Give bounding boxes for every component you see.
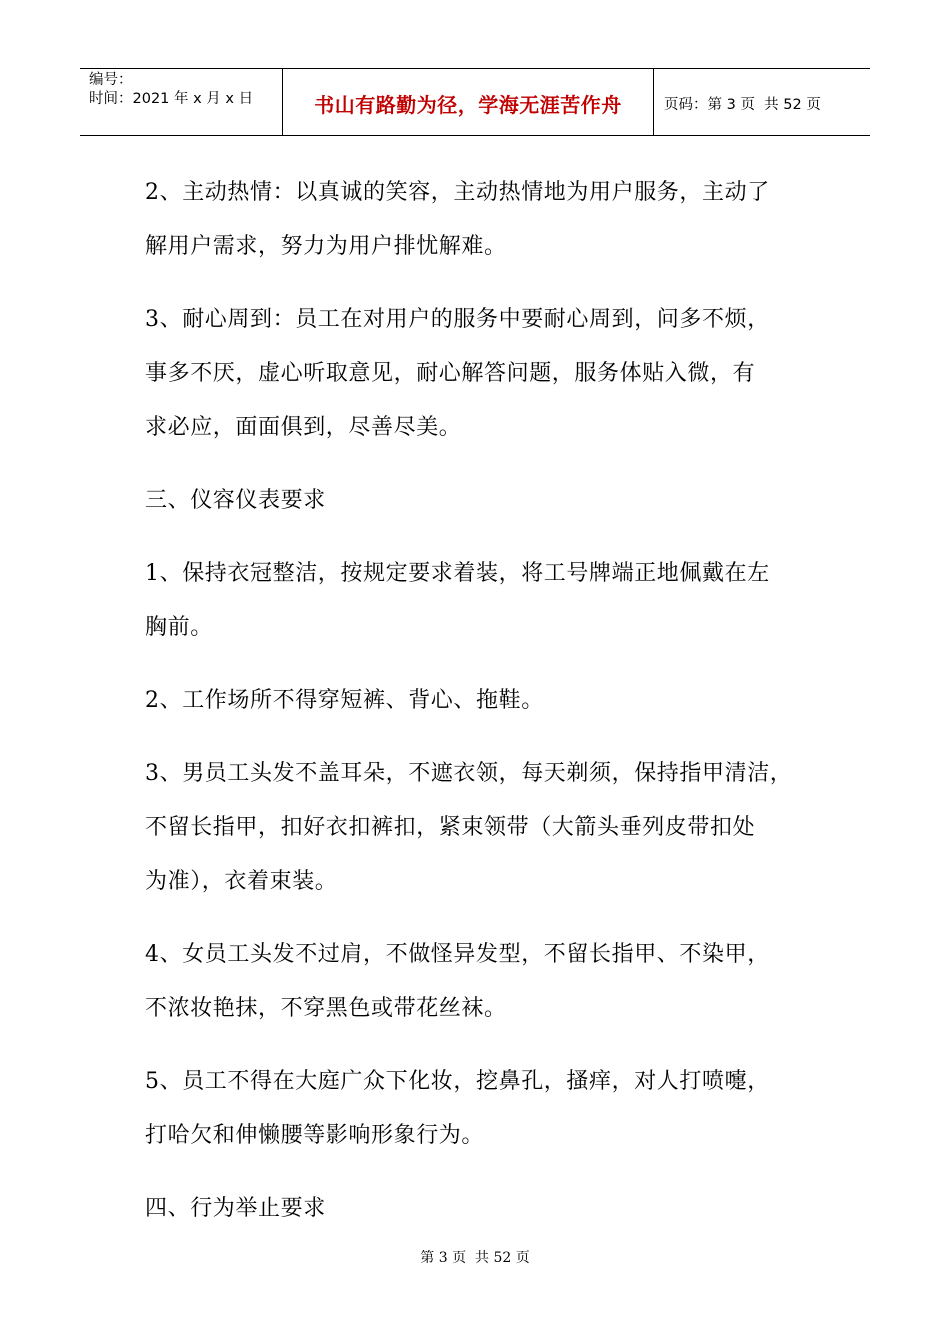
paragraph: [145, 1182, 825, 1236]
paragraph-line: 3、男员工头发不盖耳朵，不遮衣领，每天剃须，保持指甲清洁，: [145, 761, 793, 786]
paragraph-line: 1、保持衣冠整洁，按规定要求着装，将工号牌端正地佩戴在左: [145, 561, 770, 586]
paragraph-line: 解用户需求，努力为用户排忧解难。: [145, 234, 507, 259]
paragraph-line: 不留长指甲，扣好衣扣裤扣，紧束领带（大箭头垂列皮带扣处: [145, 815, 756, 840]
paragraph: [145, 1055, 825, 1163]
paragraph: [145, 166, 825, 274]
paragraph-line: 不浓妆艳抹，不穿黑色或带花丝袜。: [145, 996, 507, 1021]
paragraph-line: 求必应，面面俱到，尽善尽美。: [145, 415, 462, 440]
paragraph: [145, 474, 825, 528]
paragraph-line: 三、仪容仪表要求: [145, 488, 326, 513]
paragraph: [145, 747, 825, 909]
paragraph-line: 打哈欠和伸懒腰等影响形象行为。: [145, 1123, 485, 1148]
paragraph-line: 3、耐心周到：员工在对用户的服务中要耐心周到，问多不烦，: [145, 307, 770, 332]
header-meta-cell: [80, 69, 283, 135]
document-time-label: 时间：2021 年 x 月 x 日: [89, 91, 254, 107]
paragraph-line: 2、工作场所不得穿短裤、背心、拖鞋。: [145, 688, 544, 713]
paragraph: [145, 547, 825, 655]
paragraph-line: 4、女员工头发不过肩，不做怪异发型，不留长指甲、不染甲，: [145, 942, 770, 967]
paragraph-line: 胸前。: [145, 615, 213, 640]
paragraph-line: 四、行为举止要求: [145, 1196, 326, 1221]
paragraph-line: 为准），衣着束装。: [145, 869, 338, 894]
document-number-label: 编号：: [89, 72, 133, 88]
paragraph: [145, 293, 825, 455]
paragraph: [145, 928, 825, 1036]
header-motto-cell: [283, 69, 654, 135]
paragraph-line: 5、员工不得在大庭广众下化妆，挖鼻孔，搔痒，对人打喷嚏，: [145, 1069, 770, 1094]
header-page-info: 页码：第 3 页 共 52 页: [664, 97, 821, 113]
paragraph: [145, 674, 825, 728]
document-body: [145, 166, 825, 1255]
paragraph-line: 事多不厌，虚心听取意见，耐心解答问题，服务体贴入微，有: [145, 361, 756, 386]
page-footer: 第 3 页 共 52 页: [420, 1250, 530, 1266]
paragraph-line: 2、主动热情：以真诚的笑容，主动热情地为用户服务，主动了: [145, 180, 770, 205]
page-header: [80, 68, 870, 136]
header-motto: 书山有路勤为径，学海无涯苦作舟: [314, 93, 622, 117]
